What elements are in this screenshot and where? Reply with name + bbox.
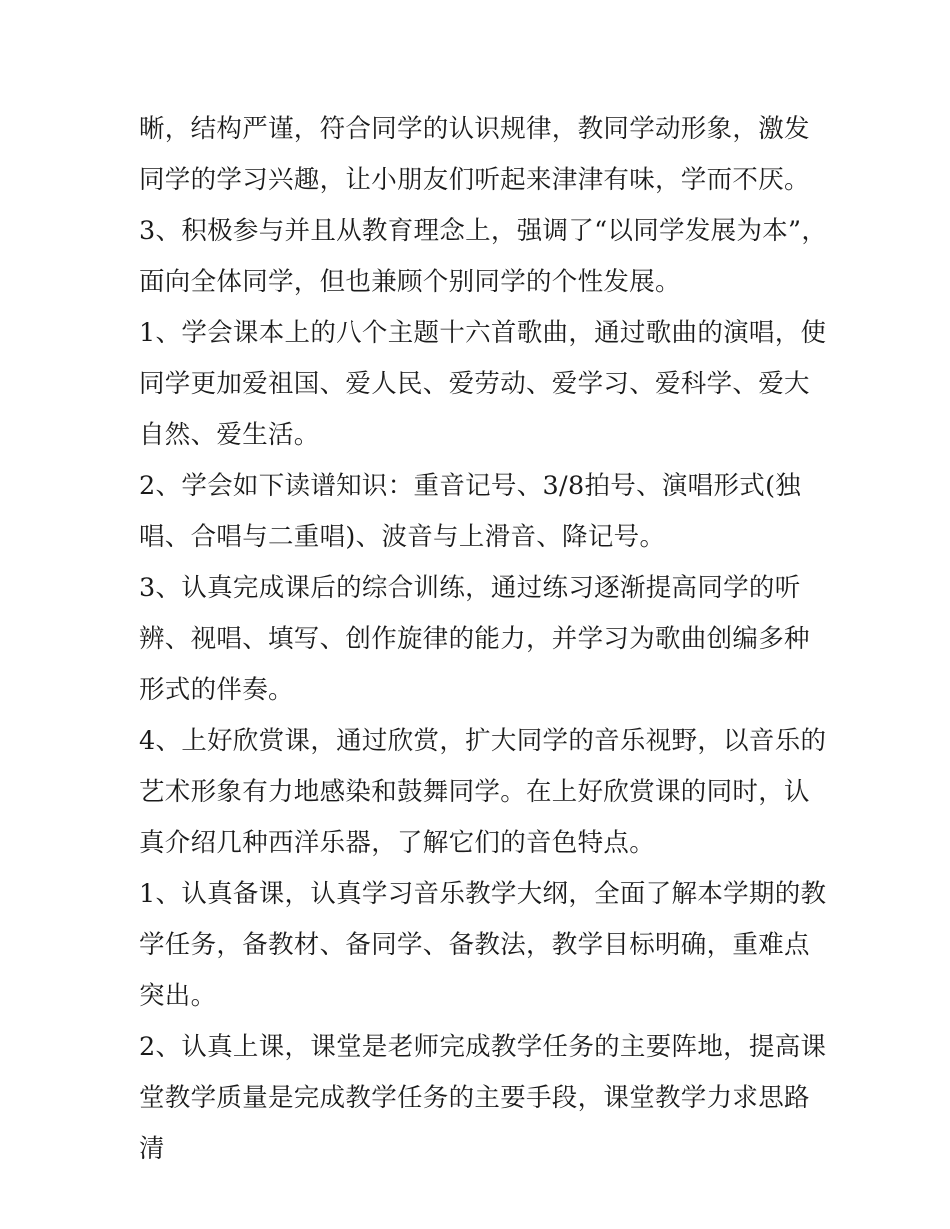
paragraph-continuation: 晰，结构严谨，符合同学的认识规律，教同学动形象，激发同学的学习兴趣，让小朋友们听起来津津有味，学而不厌。	[139, 114, 810, 195]
document-body	[139, 104, 829, 1175]
paragraph-1-lesson-preparation: 1、认真备课，认真学习音乐教学大纲，全面了解本学期的教学任务，备教材、备同学、备教法，教学目标明确，重难点突出。	[139, 879, 827, 1011]
paragraph-2-classroom-teaching: 2、认真上课，课堂是老师完成教学任务的主要阵地，提高课堂教学质量是完成教学任务的主要手段，课堂教学力求思路清	[139, 1032, 827, 1164]
paragraph-2-notation-knowledge: 2、学会如下读谱知识：重音记号、3/8拍号、演唱形式(独唱、合唱与二重唱)、波音与上滑音、降记号。	[139, 471, 802, 552]
paragraph-3-comprehensive-training: 3、认真完成课后的综合训练，通过练习逐渐提高同学的听辨、视唱、填写、创作旋律的能力，并学习为歌曲创编多种形式的伴奏。	[139, 573, 810, 705]
paragraph-1-songs: 1、学会课本上的八个主题十六首歌曲，通过歌曲的演唱，使同学更加爱祖国、爱人民、爱劳动、爱学习、爱科学、爱大自然、爱生活。	[139, 318, 827, 450]
paragraph-4-appreciation-class: 4、上好欣赏课，通过欣赏，扩大同学的音乐视野，以音乐的艺术形象有力地感染和鼓舞同学。在上好欣赏课的同时，认真介绍几种西洋乐器，了解它们的音色特点。	[139, 726, 827, 858]
paragraph-3-student-development: 3、积极参与并且从教育理念上，强调了“以同学发展为本”，面向全体同学，但也兼顾个别同学的个性发展。	[139, 216, 828, 297]
